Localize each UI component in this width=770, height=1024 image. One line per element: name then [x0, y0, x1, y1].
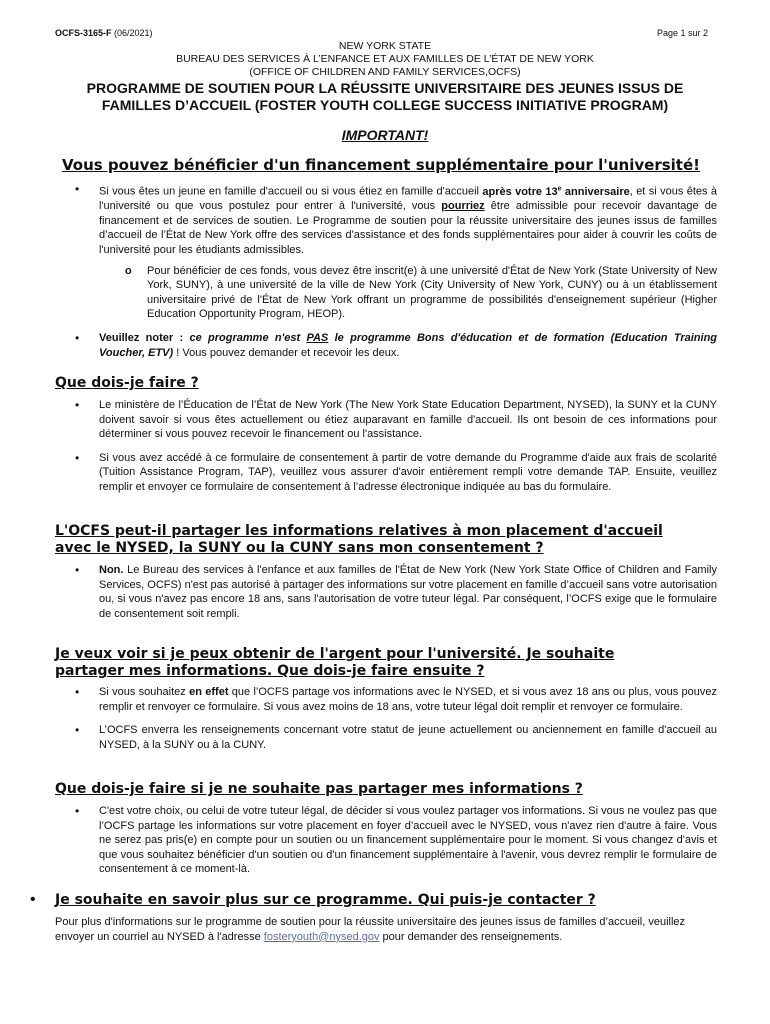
list-item: • Si vous êtes un jeune en famille d'accueil ou si vous étiez en famille d'accueil après votre 13e anniversaire, et si vous êtes à l'université ou que vous postulez pour entrer à l'université, vous pourriez être admissible pour recevoir davantage de financement et de services de soutien. Le Programme de soutien pour la réussite universitaire des jeunes issus de familles d’accueil de l’État de New York offre des services d'assistance et des fonds supplémentaires pour aider à couvrir les coûts de l'université pour les étudiants admissibles. o Pour bénéficier de ces fonds, vous devez être inscrit(e) à une université d'État de New York (State University of New York, SUNY), à une université de la ville de New York (City University of New York, CUNY) ou à un établissement universitaire privé de l'État de New York offrant un programme de possibilités d'enseignement supérieur (Higher Education Opportunity Program, HEOP). — [75, 182, 717, 322]
contact-text: Pour plus d'informations sur le programme de soutien pour la réussite universitaire des jeunes issus de familles d’accueil, veuillez envoyer un courriel au NYSED à l'adresse fosteryouth@nysed.gov pour demander des renseignements. — [55, 916, 686, 943]
bullet-icon: • — [30, 891, 36, 908]
list-item: • L’OCFS enverra les renseignements concernant votre statut de jeune actuellement ou anciennement en famille d'accueil au NYSED, à la SUNY ou à la CUNY. — [75, 723, 717, 752]
section-heading: L'OCFS peut-il partager les informations relatives à mon placement d'accueil avec le NYSED, la SUNY ou la CUNY sans mon consentement ? — [55, 523, 663, 556]
list-item: • Le ministère de l’Éducation de l’État de New York (The New York State Education Department, NYSED), la SUNY et la CUNY doivent savoir si vous êtes actuellement ou étiez auparavant en famille d'accueil. Ils ont besoin de ces informations pour déterminer si vous pouvez recevoir le financement ou l'assistance. — [75, 398, 717, 442]
list-item: • Veuillez noter : ce programme n'est PAS le programme Bons d'éducation et de formation (Education Training Voucher, ETV) ! Vous pouvez demander et recevoir les deux. — [75, 331, 717, 360]
sub-list — [99, 264, 717, 322]
program-title: PROGRAMME DE SOUTIEN POUR LA RÉUSSITE UNIVERSITAIRE DES JEUNES ISSUS DE FAMILLES D’ACCUEIL (FOSTER YOUTH COLLEGE SUCCESS INITIATIVE PROGRAM) — [86, 80, 684, 113]
email-link[interactable]: fosteryouth@nysed.gov — [263, 930, 380, 943]
list-item: • Si vous avez accédé à ce formulaire de consentement à partir de votre demande du Programme d'aide aux frais de scolarité (Tuition Assistance Program, TAP), veuillez vous assurer d'avoir entièrement rempli votre demande TAP. Ensuite, veuillez remplir et envoyer ce formulaire de consentement à l’adresse électronique indiquée au bas du formulaire. — [75, 451, 717, 495]
list-item: o Pour bénéficier de ces fonds, vous devez être inscrit(e) à une université d'État de New York (State University of New York, SUNY), à une université de la ville de New York (City University of New York, CUNY) ou à un établissement universitaire privé de l'État de New York offrant un programme de possibilités d'enseignement supérieur (Higher Education Opportunity Program, HEOP). — [123, 264, 717, 322]
form-id: OCFS-3165-F (06/2021) — [55, 28, 153, 38]
list-item: • Si vous souhaitez en effet que l’OCFS partage vos informations avec le NYSED, et si vous avez 18 ans ou plus, vous pouvez remplir et renvoyer ce formulaire. Si vous avez moins de 18 ans, votre tuteur légal doit remplir et renvoyer ce formulaire. — [75, 685, 717, 714]
section-list — [75, 804, 717, 886]
section-heading: Que dois-je faire si je ne souhaite pas partager mes informations ? — [55, 781, 583, 797]
list-item: • Non. Le Bureau des services à l'enfance et aux familles de l'État de New York (New York State Office of Children and Family Services, OCFS) n'est pas autorisé à partager des informations sur votre placement en famille d’accueil sans votre autorisation ou, si vous n'avez pas encore 18 ans, sans l'autorisation de votre tuteur légal. Par conséquent, l’OCFS exige que le formulaire de consentement soit rempli. — [75, 563, 717, 621]
main-heading: Vous pouvez bénéficier d'un financement supplémentaire pour l'université! — [62, 156, 700, 174]
section-list — [75, 563, 717, 630]
agency-header: NEW YORK STATE BUREAU DES SERVICES À L’ENFANCE ET AUX FAMILLES DE L’ÉTAT DE NEW YORK (OFFICE OF CHILDREN AND FAMILY SERVICES,OCFS) — [176, 40, 594, 78]
section-list — [75, 398, 717, 504]
page-number: Page 1 sur 2 — [656, 28, 708, 38]
important-label: IMPORTANT! — [341, 127, 429, 143]
intro-list — [75, 182, 717, 369]
section-list — [75, 685, 717, 761]
list-item: • C'est votre choix, ou celui de votre tuteur légal, de décider si vous voulez partager vos informations. Si vous ne voulez pas que l’OCFS partage les informations sur votre placement en foyer d’accueil avec le NYSED, vous n'avez rien d'autre à faire. Vous ne serez pas pris(e) en compte pour un soutien ou un financement supplémentaire pour le moment. Si vous changez d'avis et que vous souhaitez bénéficier d'un soutien ou d'un financement supplémentaire à l'avenir, vous devrez remplir le formulaire de consentement à ce moment-là. — [75, 804, 717, 877]
section-heading: Je souhaite en savoir plus sur ce programme. Qui puis-je contacter ? — [55, 892, 596, 908]
section-heading: Que dois-je faire ? — [55, 375, 199, 391]
section-heading: Je veux voir si je peux obtenir de l'argent pour l'université. Je souhaite partager mes informations. Que dois-je faire ensuite ? — [55, 646, 615, 679]
